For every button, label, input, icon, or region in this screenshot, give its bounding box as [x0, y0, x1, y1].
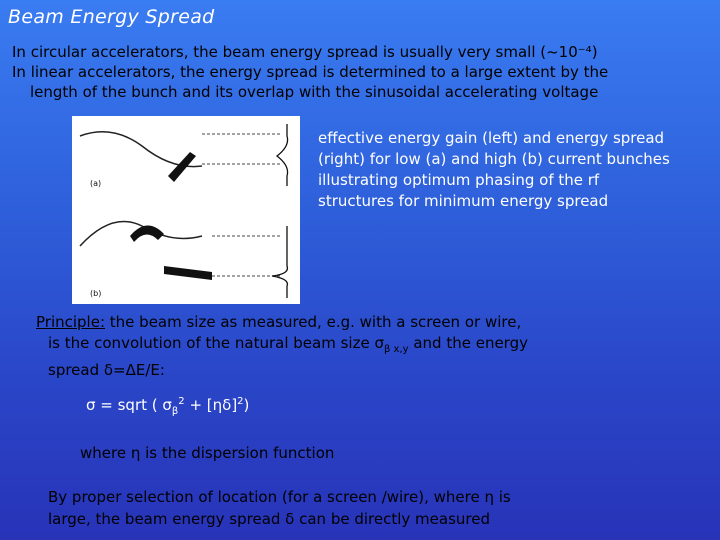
- figure-drawing: [72, 116, 300, 304]
- formula-square-1: 2: [178, 396, 185, 407]
- principle-xy: x,y: [390, 344, 409, 355]
- dispersion-definition: where η is the dispersion function: [80, 444, 335, 462]
- conclusion-line-1: By proper selection of location (for a screen /wire), where η is: [48, 488, 511, 506]
- formula-lhs: σ = sqrt ( σ: [86, 396, 172, 414]
- principle-line-3: spread δ=ΔE/E:: [48, 361, 165, 379]
- principle-label: Principle:: [36, 313, 106, 331]
- principle-line-2a: is the convolution of the natural beam size: [48, 334, 375, 352]
- intro-text: [12, 42, 712, 102]
- formula-end: ): [243, 396, 250, 414]
- intro-line-1: In circular accelerators, the beam energy spread is usually very small (~10⁻⁴): [12, 43, 598, 61]
- conclusion: [48, 486, 668, 530]
- bunch-b: [164, 266, 212, 280]
- principle-beta: β: [383, 344, 391, 355]
- figure-caption: effective energy gain (left) and energy spread (right) for low (a) and high (b) current bunches illustrating optimum phasing of the rf structures for minimum energy spread: [318, 129, 670, 210]
- conclusion-line-2: large, the beam energy spread δ can be directly measured: [48, 510, 490, 528]
- formula-square-2: 2: [237, 396, 244, 407]
- formula: [86, 396, 249, 417]
- principle-sigma: σ: [374, 334, 384, 352]
- formula-mid: + [ηδ]: [184, 396, 238, 414]
- intro-line-2: In linear accelerators, the energy spread is determined to a large extent by the: [12, 63, 609, 81]
- intro-line-3: length of the bunch and its overlap with the sinusoidal accelerating voltage: [30, 83, 599, 101]
- spread-curve-b: [272, 226, 287, 298]
- spread-curve-a: [277, 124, 288, 186]
- principle-block: [36, 312, 676, 381]
- energy-spread-figure: [72, 116, 300, 304]
- figure-label-a: (a): [90, 179, 102, 188]
- formula-beta: β: [171, 406, 179, 417]
- principle-line-1: the beam size as measured, e.g. with a screen or wire,: [105, 313, 522, 331]
- principle-line-2b: and the energy: [408, 334, 528, 352]
- figure-label-b: (b): [90, 289, 102, 298]
- slide-title: Beam Energy Spread: [8, 6, 215, 28]
- bunch-b-left: [130, 225, 164, 242]
